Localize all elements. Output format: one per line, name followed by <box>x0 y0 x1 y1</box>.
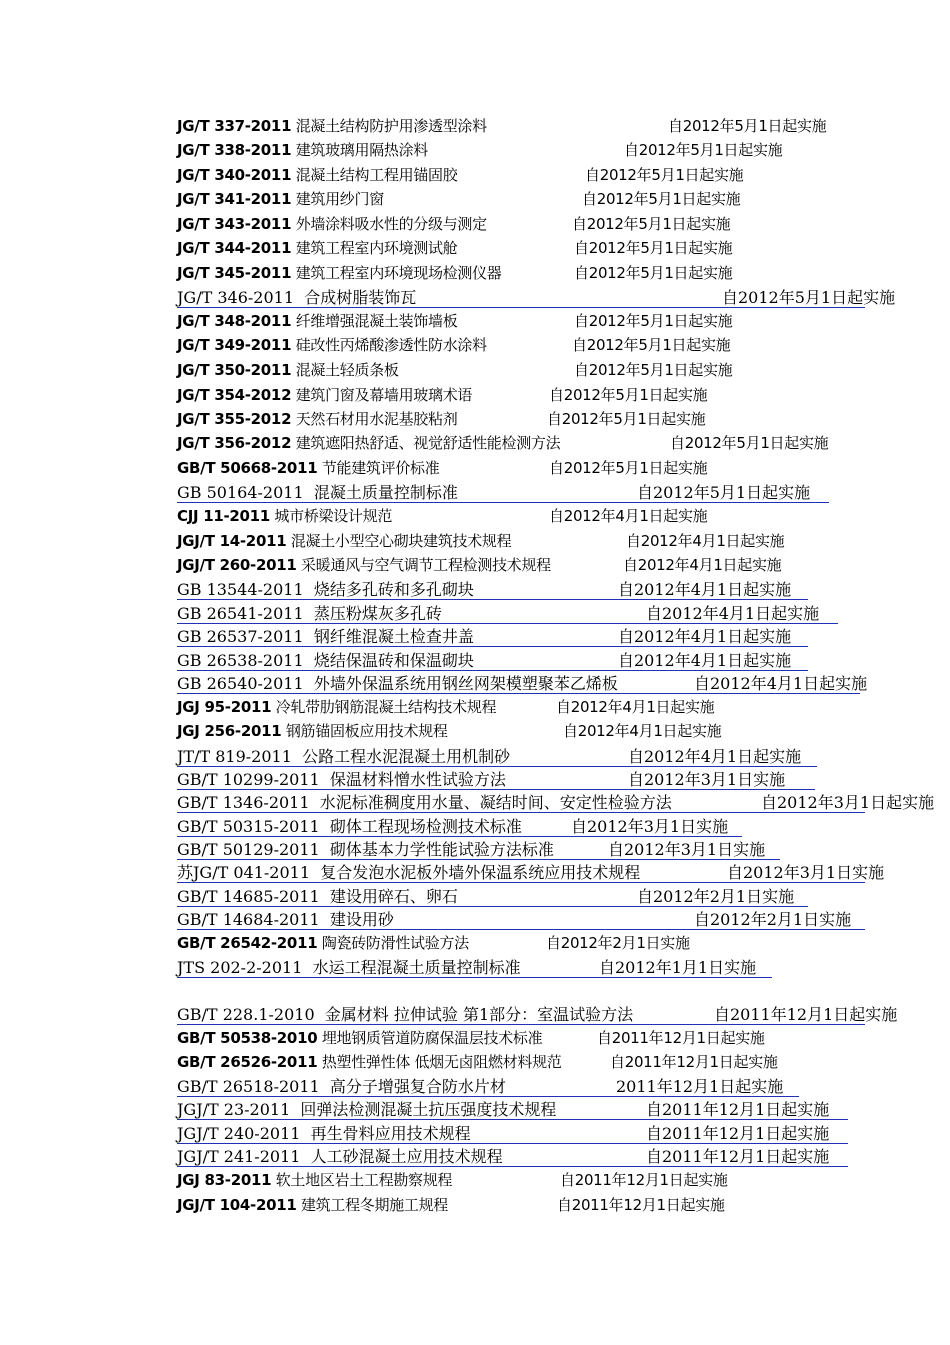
hyperlink-underline <box>177 1096 799 1097</box>
effective-date: 自2012年5月1日起实施 <box>668 117 827 135</box>
standard-entry[interactable] <box>177 886 458 908</box>
effective-date: 自2012年3月1日实施 <box>727 863 885 882</box>
effective-date: 自2011年12月1日起实施 <box>560 1171 728 1189</box>
standard-code: JG/T 344-2011 <box>177 239 292 257</box>
standard-title: 保温材料憎水性试验方法 <box>329 770 506 789</box>
hyperlink-underline <box>177 623 838 624</box>
standard-title: 建筑工程室内环境测试舱 <box>295 239 458 257</box>
standard-code: JGJ/T 14-2011 <box>177 532 287 550</box>
hyperlink-underline <box>177 859 780 860</box>
standard-title: 建筑工程冬期施工规程 <box>300 1196 448 1214</box>
standard-entry <box>177 334 487 356</box>
effective-date: 自2012年5月1日起实施 <box>574 312 733 330</box>
effective-date: 自2012年4月1日起实施 <box>623 556 782 574</box>
effective-date: 自2012年3月1日起实施 <box>761 793 935 812</box>
standard-code: GB 26541-2011 <box>177 604 304 623</box>
standard-title: 水运工程混凝土质量控制标准 <box>312 958 521 977</box>
standard-code: JG/T 350-2011 <box>177 361 292 379</box>
standard-entry[interactable] <box>177 1004 633 1026</box>
standard-title: 建筑玻璃用隔热涂料 <box>295 141 428 159</box>
standard-code: GB/T 14685-2011 <box>177 887 320 906</box>
standard-title: 烧结多孔砖和多孔砌块 <box>313 580 474 599</box>
standard-code: JG/T 348-2011 <box>177 312 292 330</box>
standard-code: JG/T 349-2011 <box>177 336 292 354</box>
standard-entry <box>177 1169 452 1191</box>
standard-code: JG/T 343-2011 <box>177 215 292 233</box>
standard-entry[interactable] <box>177 287 416 309</box>
standard-code: GB 26540-2011 <box>177 674 304 693</box>
standard-entry[interactable] <box>177 1076 506 1098</box>
standard-title: 公路工程水泥混凝土用机制砂 <box>302 747 511 766</box>
standard-code: GB/T 50668-2011 <box>177 459 318 477</box>
standard-title: 混凝土结构工程用锚固胶 <box>295 166 458 184</box>
standard-entry[interactable] <box>177 482 458 504</box>
effective-date: 自2012年3月1日实施 <box>628 770 786 789</box>
standard-title: 天然石材用水泥基胶粘剂 <box>295 410 458 428</box>
effective-date: 自2012年4月1日起实施 <box>563 722 722 740</box>
standard-code: JGJ 256-2011 <box>177 722 282 740</box>
hyperlink-underline <box>177 693 860 694</box>
standard-code: GB/T 228.1-2010 <box>177 1005 315 1024</box>
standard-title: 建筑遮阳热舒适、视觉舒适性能检测方法 <box>295 434 561 452</box>
effective-date: 自2011年12月1日起实施 <box>646 1124 830 1143</box>
standard-entry <box>177 1051 561 1073</box>
standard-code: JG/T 341-2011 <box>177 190 292 208</box>
standard-title: 外墙涂料吸水性的分级与测定 <box>295 215 487 233</box>
hyperlink-underline <box>177 977 772 978</box>
standard-entry[interactable] <box>177 579 474 601</box>
standard-entry[interactable] <box>177 769 506 791</box>
standard-title: 混凝土轻质条板 <box>295 361 399 379</box>
effective-date: 自2012年3月1日实施 <box>608 840 766 859</box>
standard-code: JGJ 83-2011 <box>177 1171 272 1189</box>
effective-date: 自2012年4月1日起实施 <box>628 747 802 766</box>
standard-code: GB/T 50315-2011 <box>177 817 320 836</box>
standard-code: JG/T 345-2011 <box>177 264 292 282</box>
effective-date: 自2012年5月1日起实施 <box>585 166 744 184</box>
standard-code: GB/T 50538-2010 <box>177 1029 318 1047</box>
standard-title: 钢纤维混凝土检查井盖 <box>313 627 474 646</box>
standard-entry <box>177 530 511 552</box>
standard-title: 人工砂混凝土应用技术规程 <box>310 1147 503 1166</box>
hyperlink-underline <box>177 836 742 837</box>
effective-date: 自2012年5月1日起实施 <box>670 434 829 452</box>
standard-entry <box>177 720 448 742</box>
standard-title: 采暖通风与空气调节工程检测技术规程 <box>300 556 551 574</box>
standard-title: 埋地钢质管道防腐保温层技术标准 <box>321 1029 543 1047</box>
effective-date: 自2012年5月1日起实施 <box>572 215 731 233</box>
standard-entry[interactable] <box>177 792 672 814</box>
standard-title: 节能建筑评价标准 <box>321 459 440 477</box>
effective-date: 自2012年4月1日起实施 <box>556 698 715 716</box>
standard-entry[interactable] <box>177 673 618 695</box>
effective-date: 自2011年12月1日起实施 <box>714 1005 898 1024</box>
hyperlink-underline <box>177 599 808 600</box>
standard-title: 再生骨料应用技术规程 <box>310 1124 471 1143</box>
hyperlink-underline <box>177 1143 848 1144</box>
effective-date: 自2012年4月1日起实施 <box>618 651 792 670</box>
effective-date: 自2012年5月1日起实施 <box>574 239 733 257</box>
effective-date: 自2012年5月1日起实施 <box>722 288 896 307</box>
standard-entry <box>177 164 457 186</box>
effective-date: 自2012年3月1日实施 <box>571 817 729 836</box>
standard-code: GB/T 10299-2011 <box>177 770 320 789</box>
standard-title: 混凝土小型空心砌块建筑技术规程 <box>290 532 512 550</box>
standard-entry <box>177 310 457 332</box>
standard-title: 纤维增强混凝土装饰墙板 <box>295 312 458 330</box>
standard-title: 软土地区岩土工程勘察规程 <box>275 1171 453 1189</box>
effective-date: 自2012年5月1日起实施 <box>547 410 706 428</box>
standard-code: GB 26538-2011 <box>177 651 304 670</box>
hyperlink-underline <box>177 1119 848 1120</box>
effective-date: 自2011年12月1日起实施 <box>557 1196 725 1214</box>
standard-title: 复合发泡水泥板外墙外保温系统应用技术规程 <box>320 863 641 882</box>
standard-entry[interactable] <box>177 626 474 648</box>
standard-title: 建设用砂 <box>329 910 394 929</box>
effective-date: 自2012年5月1日起实施 <box>549 459 708 477</box>
standard-title: 烧结保温砖和保温砌块 <box>313 651 474 670</box>
hyperlink-underline <box>177 1024 865 1025</box>
effective-date: 自2012年4月1日起实施 <box>694 674 868 693</box>
standard-code: GB/T 1346-2011 <box>177 793 310 812</box>
standard-entry <box>177 457 439 479</box>
standard-title: 砌体基本力学性能试验方法标准 <box>329 840 554 859</box>
standard-title: 混凝土质量控制标准 <box>313 483 458 502</box>
standard-code: JGJ/T 104-2011 <box>177 1196 297 1214</box>
hyperlink-underline <box>177 646 808 647</box>
standard-code: JGJ 95-2011 <box>177 698 272 716</box>
standard-entry <box>177 696 496 718</box>
standard-entry[interactable] <box>177 816 522 838</box>
standard-code: GB/T 26542-2011 <box>177 934 318 952</box>
standard-code: JG/T 338-2011 <box>177 141 292 159</box>
effective-date: 自2012年5月1日起实施 <box>549 386 708 404</box>
standard-entry[interactable] <box>177 603 442 625</box>
standard-code: JGJ/T 23-2011 <box>177 1100 291 1119</box>
standard-entry <box>177 213 487 235</box>
standard-code: JTS 202-2-2011 <box>177 958 303 977</box>
hyperlink-underline <box>177 502 829 503</box>
effective-date: 自2012年2月1日实施 <box>637 887 795 906</box>
standard-entry[interactable] <box>177 909 394 931</box>
effective-date: 自2012年4月1日起实施 <box>626 532 785 550</box>
hyperlink-underline <box>177 882 865 883</box>
standard-entry <box>177 139 428 161</box>
standard-title: 建筑用纱门窗 <box>295 190 384 208</box>
standard-code: 苏JG/T 041-2011 <box>177 863 311 882</box>
effective-date: 自2012年4月1日起实施 <box>618 627 792 646</box>
standard-code: GB/T 50129-2011 <box>177 840 320 859</box>
hyperlink-underline <box>177 1166 848 1167</box>
standard-entry[interactable] <box>177 1146 503 1168</box>
standard-entry <box>177 359 399 381</box>
effective-date: 自2012年5月1日起实施 <box>624 141 783 159</box>
standard-title: 高分子增强复合防水片材 <box>329 1077 506 1096</box>
standard-title: 建筑门窗及幕墙用玻璃术语 <box>295 386 473 404</box>
standard-code: GB 13544-2011 <box>177 580 304 599</box>
effective-date: 自2012年5月1日起实施 <box>582 190 741 208</box>
effective-date: 自2012年2月1日实施 <box>694 910 852 929</box>
standard-entry <box>177 188 384 210</box>
standard-title: 外墙外保温系统用钢丝网架模塑聚苯乙烯板 <box>313 674 618 693</box>
standard-title: 混凝土结构防护用渗透型涂料 <box>295 117 487 135</box>
hyperlink-underline <box>177 670 808 671</box>
standard-title: 砌体工程现场检测技术标准 <box>329 817 522 836</box>
standard-entry[interactable] <box>177 957 521 979</box>
effective-date: 自2012年4月1日起实施 <box>618 580 792 599</box>
standard-title: 钢筋锚固板应用技术规程 <box>285 722 448 740</box>
effective-date: 自2011年12月1日起实施 <box>597 1029 765 1047</box>
standard-entry[interactable] <box>177 839 554 861</box>
standard-code: JG/T 346-2011 <box>177 288 295 307</box>
hyperlink-underline <box>177 789 815 790</box>
standard-code: CJJ 11-2011 <box>177 507 270 525</box>
effective-date: 2011年12月1日起实施 <box>616 1077 784 1096</box>
standard-title: 金属材料 拉伸试验 第1部分：室温试验方法 <box>324 1005 634 1024</box>
standard-code: JGJ/T 241-2011 <box>177 1147 301 1166</box>
standard-code: JG/T 340-2011 <box>177 166 292 184</box>
standard-entry[interactable] <box>177 746 510 768</box>
standard-code: JGJ/T 240-2011 <box>177 1124 301 1143</box>
standard-title: 城市桥梁设计规范 <box>274 507 393 525</box>
standard-code: JG/T 337-2011 <box>177 117 292 135</box>
effective-date: 自2012年5月1日起实施 <box>572 336 731 354</box>
effective-date: 自2012年2月1日实施 <box>546 934 690 952</box>
standard-entry <box>177 1027 542 1049</box>
standard-code: GB 50164-2011 <box>177 483 304 502</box>
standard-entry <box>177 432 560 454</box>
standard-code: JG/T 356-2012 <box>177 434 292 452</box>
standard-code: GB 26537-2011 <box>177 627 304 646</box>
hyperlink-underline <box>177 929 865 930</box>
standard-entry[interactable] <box>177 862 640 884</box>
effective-date: 自2012年4月1日起实施 <box>646 604 820 623</box>
standard-entry <box>177 554 551 576</box>
standard-entry <box>177 237 457 259</box>
standard-code: GB/T 26526-2011 <box>177 1053 318 1071</box>
hyperlink-underline <box>177 812 865 813</box>
effective-date: 自2012年1月1日实施 <box>599 958 757 977</box>
standard-title: 建筑工程室内环境现场检测仪器 <box>295 264 502 282</box>
standard-entry <box>177 932 469 954</box>
standard-entry[interactable] <box>177 650 474 672</box>
standard-title: 合成树脂装饰瓦 <box>304 288 417 307</box>
standard-code: JGJ/T 260-2011 <box>177 556 297 574</box>
standard-code: JG/T 354-2012 <box>177 386 292 404</box>
effective-date: 自2012年5月1日起实施 <box>637 483 811 502</box>
standard-title: 陶瓷砖防滑性试验方法 <box>321 934 469 952</box>
standard-entry <box>177 115 487 137</box>
effective-date: 自2011年12月1日起实施 <box>610 1053 778 1071</box>
standard-title: 建设用碎石、卵石 <box>329 887 458 906</box>
standard-entry <box>177 262 502 284</box>
effective-date: 自2012年4月1日起实施 <box>549 507 708 525</box>
effective-date: 自2012年5月1日起实施 <box>574 361 733 379</box>
standard-title: 热塑性弹性体 低烟无卤阻燃材料规范 <box>321 1053 562 1071</box>
standard-code: GB/T 14684-2011 <box>177 910 320 929</box>
standard-title: 冷轧带肋钢筋混凝土结构技术规程 <box>275 698 497 716</box>
hyperlink-underline <box>177 766 817 767</box>
standard-entry <box>177 408 457 430</box>
standard-code: JG/T 355-2012 <box>177 410 292 428</box>
standard-title: 水泥标准稠度用水量、凝结时间、安定性检验方法 <box>319 793 672 812</box>
standard-entry <box>177 1194 448 1216</box>
standard-entry[interactable] <box>177 1099 556 1121</box>
standard-entry[interactable] <box>177 1123 471 1145</box>
standard-title: 硅改性丙烯酸渗透性防水涂料 <box>295 336 487 354</box>
hyperlink-underline <box>177 307 865 308</box>
standard-code: GB/T 26518-2011 <box>177 1077 320 1096</box>
effective-date: 自2011年12月1日起实施 <box>646 1100 830 1119</box>
standard-entry <box>177 505 392 527</box>
hyperlink-underline <box>177 906 808 907</box>
standard-entry <box>177 384 472 406</box>
standard-title: 回弹法检测混凝土抗压强度技术规程 <box>300 1100 557 1119</box>
effective-date: 自2012年5月1日起实施 <box>574 264 733 282</box>
effective-date: 自2011年12月1日起实施 <box>646 1147 830 1166</box>
standard-title: 蒸压粉煤灰多孔砖 <box>313 604 442 623</box>
standard-code: JT/T 819-2011 <box>177 747 292 766</box>
